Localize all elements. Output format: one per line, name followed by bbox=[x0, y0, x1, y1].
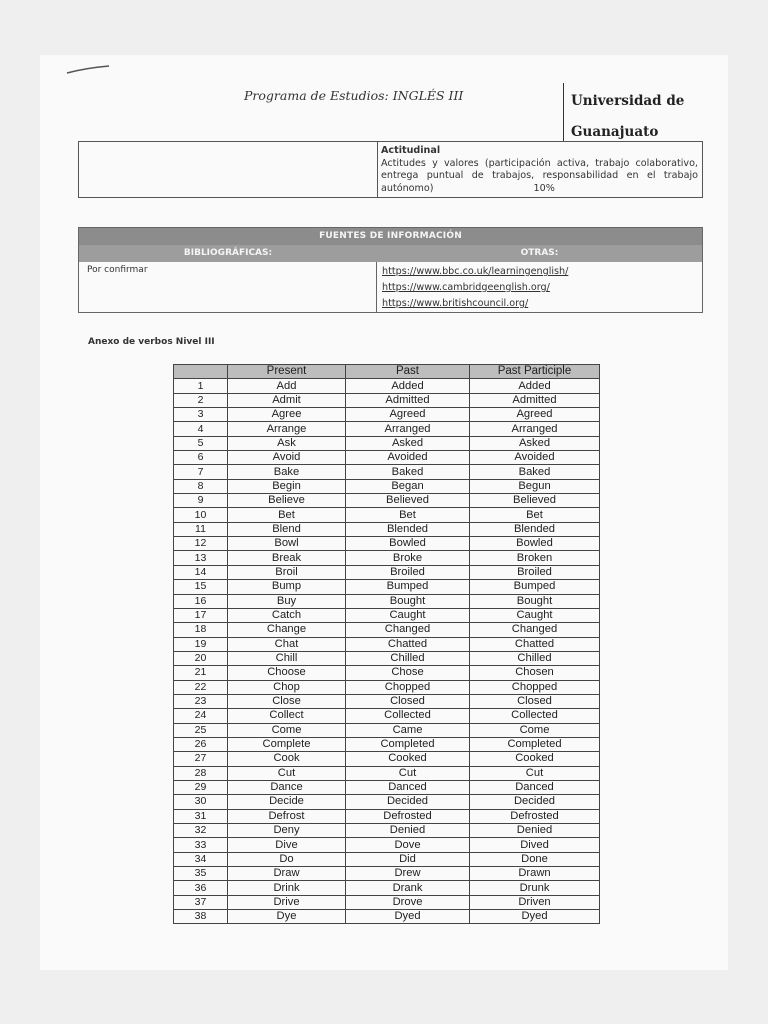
past-participle-cell: Chosen bbox=[470, 666, 600, 680]
past-participle-cell: Driven bbox=[470, 895, 600, 909]
row-number-cell: 7 bbox=[174, 465, 228, 479]
table-row bbox=[174, 594, 600, 608]
table-row bbox=[174, 422, 600, 436]
past-cell: Danced bbox=[346, 780, 470, 794]
past-participle-cell: Cut bbox=[470, 766, 600, 780]
present-cell: Come bbox=[228, 723, 346, 737]
present-cell: Bake bbox=[228, 465, 346, 479]
row-number-cell: 9 bbox=[174, 494, 228, 508]
present-cell: Dive bbox=[228, 838, 346, 852]
present-cell: Break bbox=[228, 551, 346, 565]
row-number-cell: 24 bbox=[174, 709, 228, 723]
present-cell: Begin bbox=[228, 479, 346, 493]
row-number-cell: 32 bbox=[174, 824, 228, 838]
past-cell: Avoided bbox=[346, 451, 470, 465]
table-row bbox=[174, 623, 600, 637]
present-cell: Buy bbox=[228, 594, 346, 608]
present-cell: Defrost bbox=[228, 809, 346, 823]
table-row bbox=[174, 766, 600, 780]
row-number-cell: 33 bbox=[174, 838, 228, 852]
program-title: Programa de Estudios: INGLÉS III bbox=[244, 88, 464, 103]
past-participle-cell: Asked bbox=[470, 436, 600, 450]
past-cell: Blended bbox=[346, 522, 470, 536]
past-participle-cell: Chopped bbox=[470, 680, 600, 694]
row-number-cell: 18 bbox=[174, 623, 228, 637]
past-participle-cell: Collected bbox=[470, 709, 600, 723]
university-name bbox=[571, 86, 711, 148]
row-number-cell: 25 bbox=[174, 723, 228, 737]
table-row bbox=[174, 637, 600, 651]
row-number-cell: 28 bbox=[174, 766, 228, 780]
bibliographic-value: Por confirmar bbox=[79, 262, 377, 312]
sources-body bbox=[79, 262, 702, 314]
table-row bbox=[174, 723, 600, 737]
past-cell: Cut bbox=[346, 766, 470, 780]
row-number-cell: 16 bbox=[174, 594, 228, 608]
present-cell: Cut bbox=[228, 766, 346, 780]
row-number-cell: 36 bbox=[174, 881, 228, 895]
table-row bbox=[174, 910, 600, 924]
row-number-cell: 12 bbox=[174, 537, 228, 551]
past-participle-cell: Denied bbox=[470, 824, 600, 838]
past-participle-cell: Blended bbox=[470, 522, 600, 536]
past-cell: Admitted bbox=[346, 393, 470, 407]
actitudinal-text bbox=[381, 158, 698, 196]
past-cell: Drank bbox=[346, 881, 470, 895]
table-row bbox=[174, 451, 600, 465]
present-cell: Cook bbox=[228, 752, 346, 766]
present-cell: Deny bbox=[228, 824, 346, 838]
bibliographic-header: BIBLIOGRÁFICAS: bbox=[183, 248, 273, 258]
row-number-cell: 23 bbox=[174, 694, 228, 708]
row-number-cell: 6 bbox=[174, 451, 228, 465]
present-cell: Broil bbox=[228, 565, 346, 579]
row-number-cell: 38 bbox=[174, 910, 228, 924]
past-participle-cell: Changed bbox=[470, 623, 600, 637]
table-row bbox=[174, 608, 600, 622]
row-number-cell: 27 bbox=[174, 752, 228, 766]
past-participle-cell: Baked bbox=[470, 465, 600, 479]
row-number-cell: 29 bbox=[174, 780, 228, 794]
past-participle-cell: Defrosted bbox=[470, 809, 600, 823]
row-number-cell: 14 bbox=[174, 565, 228, 579]
past-cell: Broke bbox=[346, 551, 470, 565]
table-row bbox=[174, 795, 600, 809]
past-cell: Believed bbox=[346, 494, 470, 508]
header-past-participle: Past Participle bbox=[470, 365, 600, 379]
row-number-cell: 4 bbox=[174, 422, 228, 436]
row-number-cell: 8 bbox=[174, 479, 228, 493]
table-row bbox=[174, 780, 600, 794]
past-participle-cell: Avoided bbox=[470, 451, 600, 465]
present-cell: Choose bbox=[228, 666, 346, 680]
present-cell: Catch bbox=[228, 608, 346, 622]
row-number-cell: 19 bbox=[174, 637, 228, 651]
past-cell: Dove bbox=[346, 838, 470, 852]
verbs-header-row bbox=[174, 365, 600, 379]
past-cell: Caught bbox=[346, 608, 470, 622]
table-row bbox=[174, 522, 600, 536]
past-cell: Drew bbox=[346, 867, 470, 881]
actitudinal-empty-cell bbox=[79, 142, 378, 197]
past-cell: Bet bbox=[346, 508, 470, 522]
table-row bbox=[174, 709, 600, 723]
present-cell: Change bbox=[228, 623, 346, 637]
verbs-table bbox=[173, 364, 600, 924]
past-cell: Changed bbox=[346, 623, 470, 637]
present-cell: Collect bbox=[228, 709, 346, 723]
table-row bbox=[174, 666, 600, 680]
actitudinal-description: Actitudes y valores (participación activa, trabajo colaborativo, entrega puntual de trabajos, responsabilidad en el trabajo autónomo) bbox=[381, 157, 698, 194]
present-cell: Avoid bbox=[228, 451, 346, 465]
past-participle-cell: Bet bbox=[470, 508, 600, 522]
present-cell: Chop bbox=[228, 680, 346, 694]
past-cell: Did bbox=[346, 852, 470, 866]
present-cell: Close bbox=[228, 694, 346, 708]
past-cell: Decided bbox=[346, 795, 470, 809]
present-cell: Chill bbox=[228, 651, 346, 665]
row-number-cell: 22 bbox=[174, 680, 228, 694]
past-cell: Bumped bbox=[346, 580, 470, 594]
present-cell: Agree bbox=[228, 408, 346, 422]
past-participle-cell: Completed bbox=[470, 737, 600, 751]
row-number-cell: 35 bbox=[174, 867, 228, 881]
past-participle-cell: Cooked bbox=[470, 752, 600, 766]
past-participle-cell: Closed bbox=[470, 694, 600, 708]
row-number-cell: 3 bbox=[174, 408, 228, 422]
past-participle-cell: Admitted bbox=[470, 393, 600, 407]
table-row bbox=[174, 379, 600, 393]
present-cell: Chat bbox=[228, 637, 346, 651]
past-cell: Agreed bbox=[346, 408, 470, 422]
past-participle-cell: Added bbox=[470, 379, 600, 393]
header-present: Present bbox=[228, 365, 346, 379]
sources-subheader bbox=[79, 245, 702, 262]
row-number-cell: 34 bbox=[174, 852, 228, 866]
sources-table bbox=[78, 227, 703, 313]
past-cell: Broiled bbox=[346, 565, 470, 579]
past-participle-cell: Chilled bbox=[470, 651, 600, 665]
table-row bbox=[174, 393, 600, 407]
past-cell: Closed bbox=[346, 694, 470, 708]
past-cell: Completed bbox=[346, 737, 470, 751]
present-cell: Blend bbox=[228, 522, 346, 536]
link-cambridge[interactable]: https://www.cambridgeenglish.org/ bbox=[382, 282, 550, 293]
present-cell: Complete bbox=[228, 737, 346, 751]
present-cell: Add bbox=[228, 379, 346, 393]
past-participle-cell: Done bbox=[470, 852, 600, 866]
table-row bbox=[174, 651, 600, 665]
table-row bbox=[174, 565, 600, 579]
present-cell: Admit bbox=[228, 393, 346, 407]
table-row bbox=[174, 809, 600, 823]
table-row bbox=[174, 551, 600, 565]
past-participle-cell: Dyed bbox=[470, 910, 600, 924]
header-number bbox=[174, 365, 228, 379]
past-cell: Denied bbox=[346, 824, 470, 838]
past-participle-cell: Caught bbox=[470, 608, 600, 622]
present-cell: Dance bbox=[228, 780, 346, 794]
sources-heading: FUENTES DE INFORMACIÓN bbox=[79, 228, 702, 245]
actitudinal-cell bbox=[378, 142, 702, 197]
past-cell: Dyed bbox=[346, 910, 470, 924]
present-cell: Drive bbox=[228, 895, 346, 909]
past-cell: Chilled bbox=[346, 651, 470, 665]
table-row bbox=[174, 694, 600, 708]
past-participle-cell: Decided bbox=[470, 795, 600, 809]
past-participle-cell: Dived bbox=[470, 838, 600, 852]
past-participle-cell: Broken bbox=[470, 551, 600, 565]
present-cell: Draw bbox=[228, 867, 346, 881]
row-number-cell: 37 bbox=[174, 895, 228, 909]
row-number-cell: 10 bbox=[174, 508, 228, 522]
table-row bbox=[174, 895, 600, 909]
table-row bbox=[174, 737, 600, 751]
past-cell: Defrosted bbox=[346, 809, 470, 823]
actitudinal-percent: 10% bbox=[533, 182, 555, 194]
actitudinal-box bbox=[78, 141, 703, 198]
past-cell: Chatted bbox=[346, 637, 470, 651]
past-cell: Bowled bbox=[346, 537, 470, 551]
row-number-cell: 21 bbox=[174, 666, 228, 680]
row-number-cell: 2 bbox=[174, 393, 228, 407]
university-line-1: Universidad de bbox=[571, 93, 685, 109]
row-number-cell: 17 bbox=[174, 608, 228, 622]
past-participle-cell: Arranged bbox=[470, 422, 600, 436]
past-cell: Came bbox=[346, 723, 470, 737]
past-participle-cell: Danced bbox=[470, 780, 600, 794]
link-britishcouncil[interactable]: https://www.britishcouncil.org/ bbox=[382, 298, 529, 309]
present-cell: Bowl bbox=[228, 537, 346, 551]
row-number-cell: 31 bbox=[174, 809, 228, 823]
past-cell: Added bbox=[346, 379, 470, 393]
annex-title: Anexo de verbos Nivel III bbox=[88, 337, 215, 347]
past-participle-cell: Believed bbox=[470, 494, 600, 508]
past-participle-cell: Bought bbox=[470, 594, 600, 608]
past-participle-cell: Begun bbox=[470, 479, 600, 493]
past-participle-cell: Drunk bbox=[470, 881, 600, 895]
table-row bbox=[174, 537, 600, 551]
past-cell: Chose bbox=[346, 666, 470, 680]
row-number-cell: 13 bbox=[174, 551, 228, 565]
past-cell: Chopped bbox=[346, 680, 470, 694]
past-participle-cell: Bowled bbox=[470, 537, 600, 551]
header-past: Past bbox=[346, 365, 470, 379]
past-cell: Asked bbox=[346, 436, 470, 450]
table-row bbox=[174, 838, 600, 852]
past-cell: Began bbox=[346, 479, 470, 493]
row-number-cell: 15 bbox=[174, 580, 228, 594]
past-cell: Baked bbox=[346, 465, 470, 479]
table-row bbox=[174, 824, 600, 838]
past-participle-cell: Bumped bbox=[470, 580, 600, 594]
past-cell: Arranged bbox=[346, 422, 470, 436]
table-row bbox=[174, 408, 600, 422]
row-number-cell: 5 bbox=[174, 436, 228, 450]
past-cell: Collected bbox=[346, 709, 470, 723]
past-cell: Drove bbox=[346, 895, 470, 909]
present-cell: Bump bbox=[228, 580, 346, 594]
present-cell: Decide bbox=[228, 795, 346, 809]
present-cell: Drink bbox=[228, 881, 346, 895]
table-row bbox=[174, 494, 600, 508]
university-line-2: Guanajuato bbox=[571, 124, 659, 140]
table-row bbox=[174, 752, 600, 766]
table-row bbox=[174, 580, 600, 594]
past-participle-cell: Agreed bbox=[470, 408, 600, 422]
row-number-cell: 30 bbox=[174, 795, 228, 809]
link-bbc[interactable]: https://www.bbc.co.uk/learningenglish/ bbox=[382, 266, 569, 277]
past-participle-cell: Chatted bbox=[470, 637, 600, 651]
other-links bbox=[377, 262, 702, 314]
table-row bbox=[174, 881, 600, 895]
row-number-cell: 20 bbox=[174, 651, 228, 665]
actitudinal-title: Actitudinal bbox=[381, 145, 441, 156]
table-row bbox=[174, 436, 600, 450]
present-cell: Believe bbox=[228, 494, 346, 508]
present-cell: Dye bbox=[228, 910, 346, 924]
header-divider bbox=[563, 83, 564, 141]
other-header: OTRAS: bbox=[520, 248, 559, 258]
past-participle-cell: Drawn bbox=[470, 867, 600, 881]
table-row bbox=[174, 465, 600, 479]
table-row bbox=[174, 479, 600, 493]
table-row bbox=[174, 680, 600, 694]
present-cell: Bet bbox=[228, 508, 346, 522]
row-number-cell: 11 bbox=[174, 522, 228, 536]
table-row bbox=[174, 852, 600, 866]
present-cell: Arrange bbox=[228, 422, 346, 436]
row-number-cell: 1 bbox=[174, 379, 228, 393]
present-cell: Ask bbox=[228, 436, 346, 450]
present-cell: Do bbox=[228, 852, 346, 866]
past-cell: Cooked bbox=[346, 752, 470, 766]
row-number-cell: 26 bbox=[174, 737, 228, 751]
table-row bbox=[174, 867, 600, 881]
pen-mark bbox=[66, 64, 110, 76]
past-cell: Bought bbox=[346, 594, 470, 608]
past-participle-cell: Come bbox=[470, 723, 600, 737]
past-participle-cell: Broiled bbox=[470, 565, 600, 579]
table-row bbox=[174, 508, 600, 522]
